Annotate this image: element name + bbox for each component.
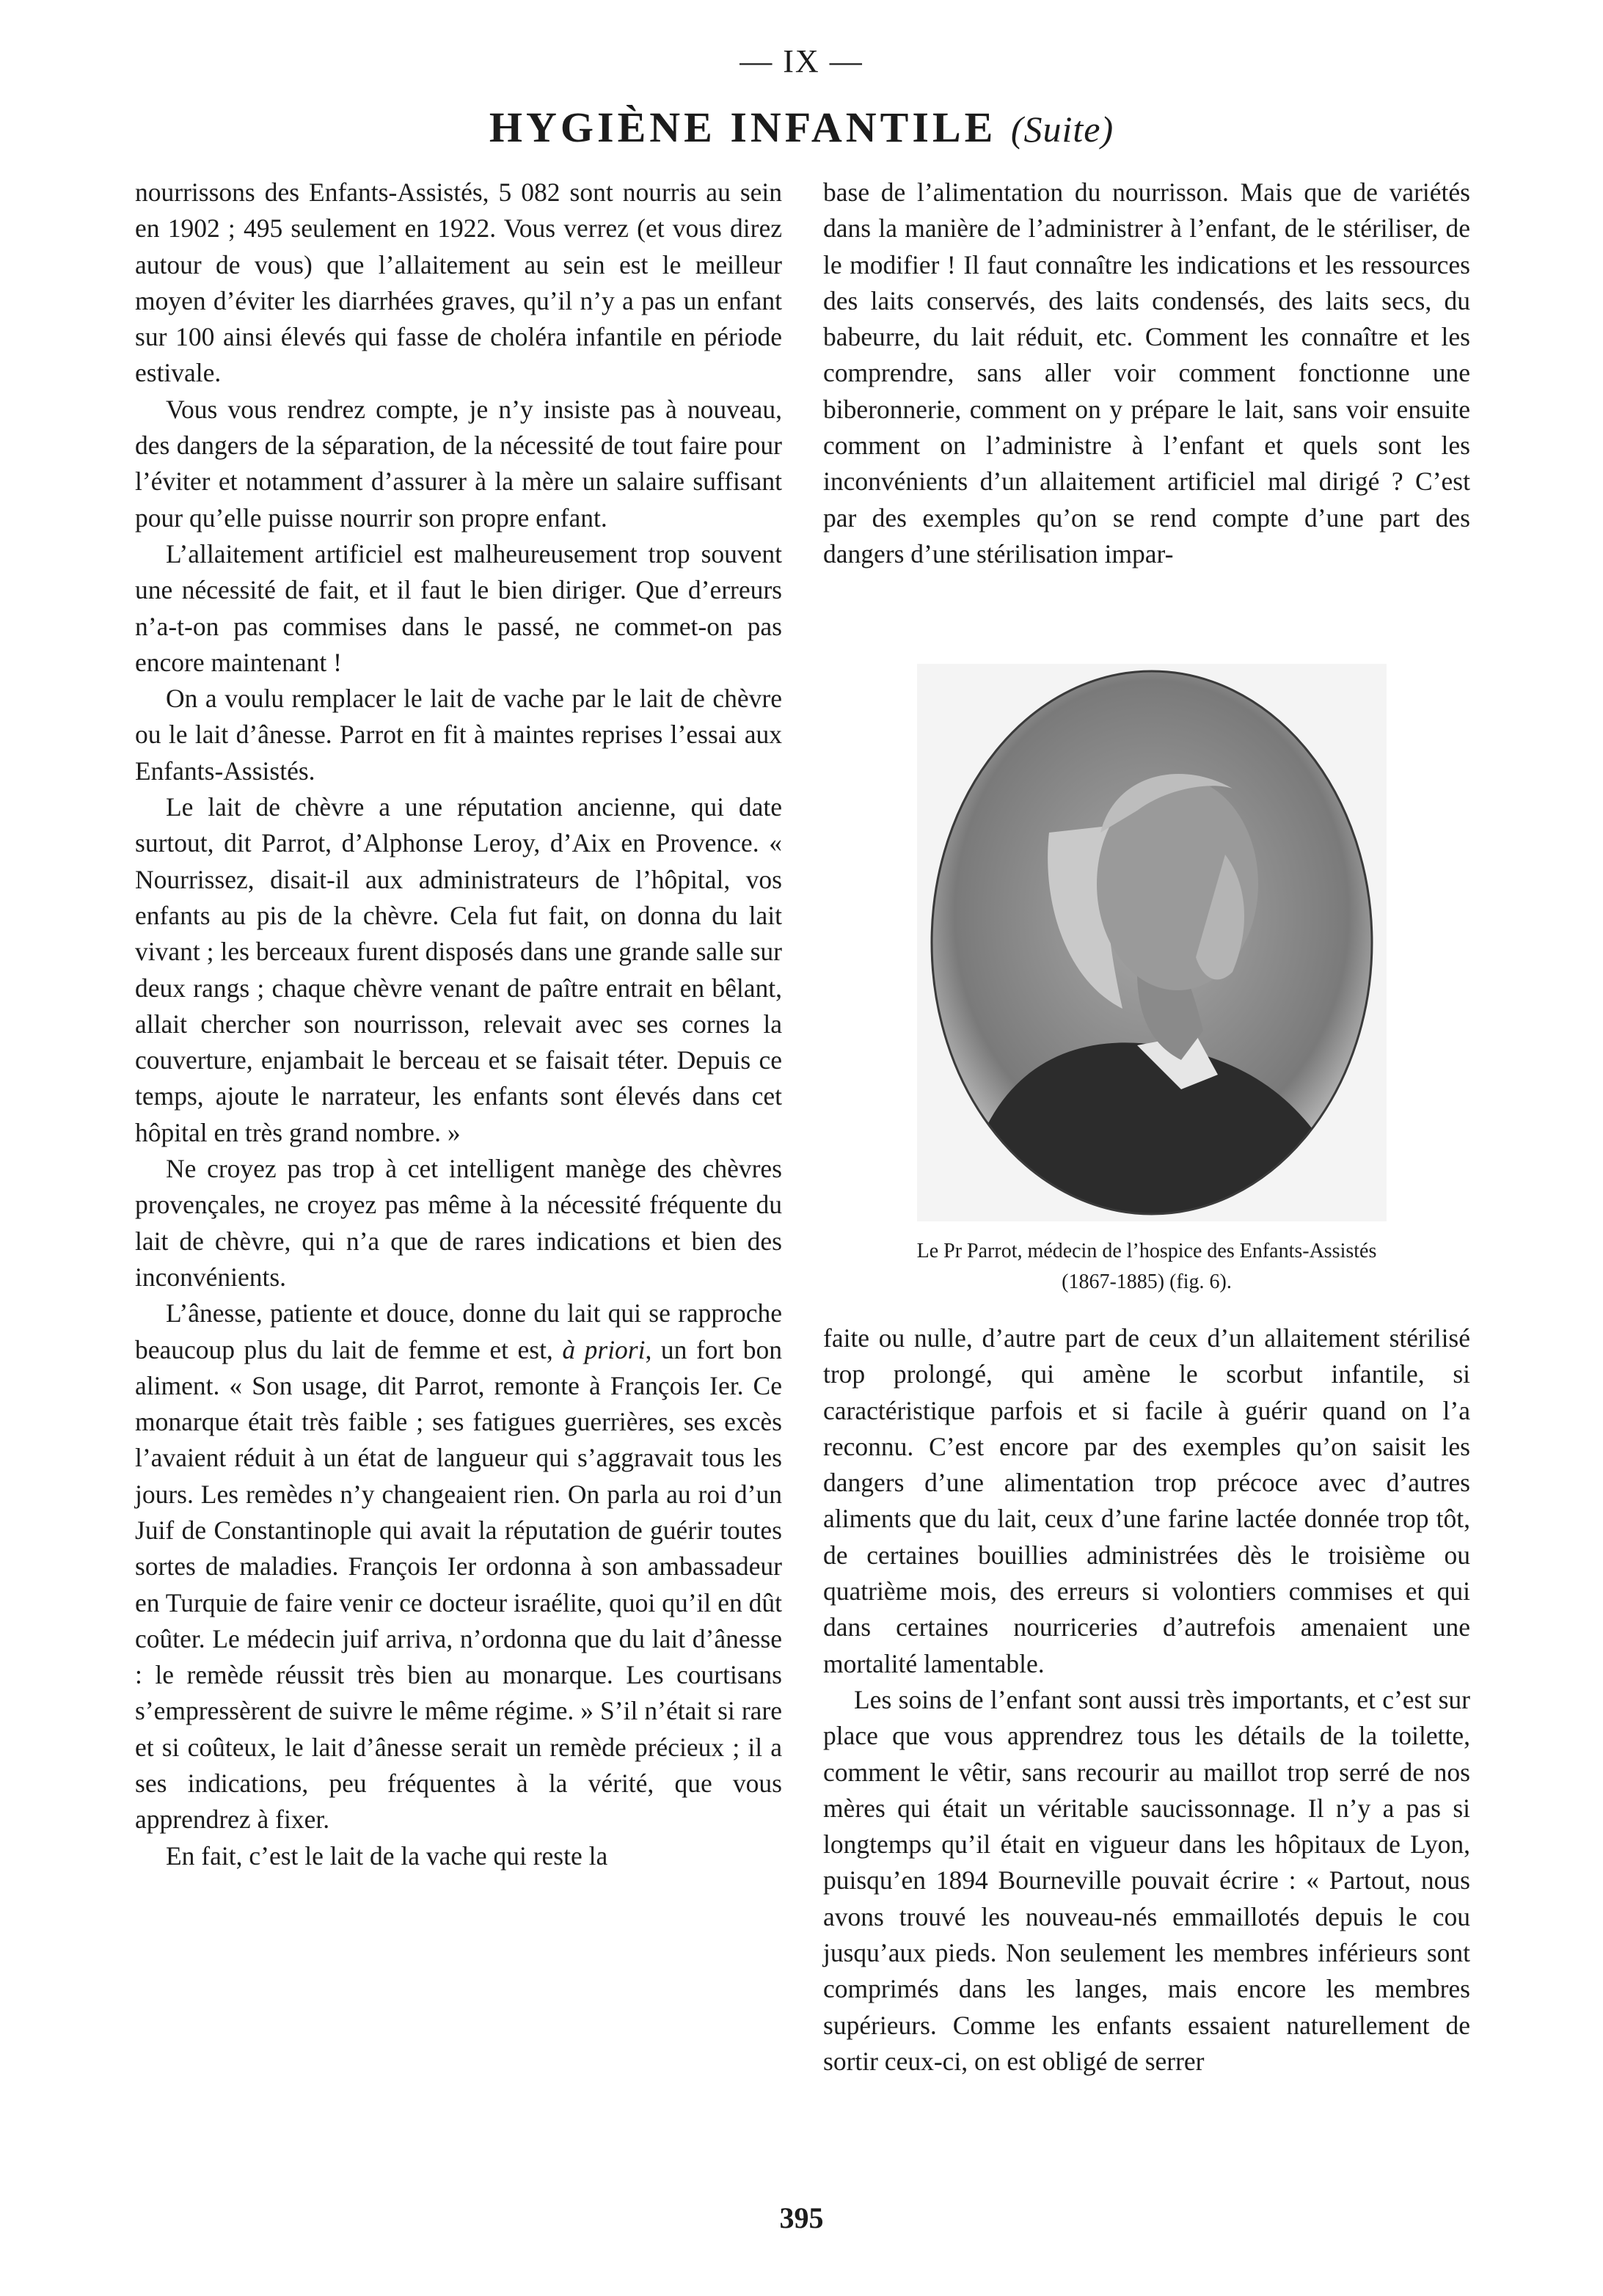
left-paragraph-7 xyxy=(135,1295,782,1838)
left-paragraph-6: Ne croyez pas trop à cet intelligent manège des chèvres provençales, ne croyez pas même à la nécessité fréquente du lait de chèvre, qui n’a que de rares indications et bien des inconvénients. xyxy=(135,1154,782,1292)
right-column-bottom xyxy=(823,1320,1470,2080)
left-paragraph-7-italic: à priori xyxy=(562,1334,646,1364)
portrait-image xyxy=(917,664,1387,1221)
page-roman-numeral: — IX — xyxy=(740,43,863,79)
figure-caption xyxy=(823,1236,1470,1298)
page-number: 395 xyxy=(779,2201,824,2234)
page-title xyxy=(0,103,1603,152)
left-paragraph-5: Le lait de chèvre a une réputation ancienne, qui date surtout, dit Parrot, d’Alphonse Leroy, d’Aix en Provence. « Nourrissez, disait-il aux administrateurs de l’hôpital, vos enfants au pis de la chèvre. Cela fut fait, on donna du lait vivant ; les berceaux furent disposés dans une grande salle sur deux rangs ; chaque chèvre venant de paître entrait en bêlant, allait chercher son nourrisson, relevait avec ses cornes la couverture, enjambait le berceau et se faisait téter. Depuis ce temps, ajoute le narrateur, les enfants sont élevés dans cet hôpital en très grand nombre. » xyxy=(135,792,782,1147)
page-title-text: HYGIÈNE INFANTILE xyxy=(489,103,997,151)
right-column-top xyxy=(823,175,1470,572)
figure-caption-line-2: (1867-1885) (fig. 6). xyxy=(1062,1271,1232,1293)
left-paragraph-7-start: L’ânesse, patiente et douce, donne du lait qui se rapproche beaucoup plus du lait de femme et est, xyxy=(135,1298,782,1364)
left-paragraph-3: L’allaitement artificiel est malheureusement trop souvent une nécessité de fait, et il faut le bien diriger. Que d’erreurs n’a-t-on pas commises dans le passé, ne commet-on pas encore maintenant ! xyxy=(135,538,782,677)
right-paragraph-3: Les soins de l’enfant sont aussi très importants, et c’est sur place que vous apprendrez tous les détails de la toilette, comment le vêtir, sans recourir au maillot trop serré de nos mères qui était un véritable saucissonnage. Il n’y a pas si longtemps qu’il était en vigueur dans les hôpitaux de Lyon, puisqu’en 1894 Bourneville pouvait écrire : « Partout, nous avons trouvé les nouveau-nés emmaillotés depuis le cou jusqu’aux pieds. Non seulement les membres inférieurs sont comprimés dans les langes, mais encore les membres supérieurs. Comme les enfants essaient naturellement de sortir ceux-ci, on est obligé de serrer xyxy=(823,1684,1470,2076)
left-paragraph-2: Vous vous rendrez compte, je n’y insiste pas à nouveau, des dangers de la séparation, de la nécessité de tout faire pour l’éviter et notamment d’assurer à la mère un salaire suffisant pour qu’elle puisse nourrir son propre enfant. xyxy=(135,394,782,533)
left-paragraph-1: nourrissons des Enfants-Assistés, 5 082 sont nourris au sein en 1902 ; 495 seulement en 1922. Vous verrez (et vous direz autour de vous) que l’allaitement au sein est le meilleur moyen d’éviter les diarrhées graves, qu’il n’y a pas un enfant sur 100 ainsi élevés qui fasse de choléra infantile en période estivale. xyxy=(135,178,782,388)
left-column xyxy=(135,175,782,1874)
left-paragraph-4: On a voulu remplacer le lait de vache par le lait de chèvre ou le lait d’ânesse. Parrot en fit à maintes reprises l’essai aux Enfants-Assistés. xyxy=(135,684,782,786)
left-paragraph-7-end: , un fort bon aliment. « Son usage, dit Parrot, remonte à François Ier. Ce monarque était très faible ; ses fatigues guerrières, ses excès l’avaient réduit à un état de langueur qui s’aggravait tous les jours. Les remèdes n’y changeaient rien. On parla au roi d’un Juif de Constantinople qui avait la réputation de guérir toutes sortes de maladies. François Ier ordonna à son ambassadeur en Turquie de faire venir ce docteur israélite, quoi qu’il en dût coûter. Le médecin juif arriva, n’ordonna que du lait d’ânesse : le remède réussit très bien au monarque. Les courtisans s’empressèrent de suivre le même régime. » S’il n’était si rare et si coûteux, le lait d’ânesse serait un remède précieux ; il a ses indications, peu fréquentes à la vérité, que vous apprendrez à fixer. xyxy=(135,1334,782,1835)
left-paragraph-8: En fait, c’est le lait de la vache qui reste la xyxy=(166,1840,608,1871)
portrait-figure xyxy=(917,664,1387,1221)
figure-caption-line-1: Le Pr Parrot, médecin de l’hospice des Enfants-Assistés xyxy=(916,1240,1377,1262)
right-paragraph-2: faite ou nulle, d’autre part de ceux d’un allaitement stérilisé trop prolongé, qui amène le scorbut infantile, si caractéristique parfois et si facile à guérir quand on l’a reconnu. C’est encore par des exemples qu’on saisit les dangers d’une alimentation trop précoce avec d’autres aliments que du lait, ceux d’une farine lactée donnée trop tôt, de certaines bouillies administrées dès le troisième ou quatrième mois, des erreurs si volontiers commises et qui dans certaines nourriceries d’autrefois amenaient une mortalité lamentable. xyxy=(823,1323,1470,1678)
page-title-suffix: (Suite) xyxy=(1010,109,1114,150)
right-paragraph-1: base de l’alimentation du nourrisson. Mais que de variétés dans la manière de l’administrer à l’enfant, de le stériliser, de le modifier ! Il faut connaître les indications et les ressources des laits conservés, des laits condensés, des laits secs, du babeurre, du lait réduit, etc. Comment les connaître et les comprendre, sans aller voir comment fonctionne une biberonnerie, comment on y prépare le lait, sans voir ensuite comment on l’administre à l’enfant et quels sont les inconvénients d’un allaitement artificiel mal dirigé ? C’est par des exemples qu’on se rend compte d’une part des dangers d’une stérilisation impar- xyxy=(823,178,1470,568)
